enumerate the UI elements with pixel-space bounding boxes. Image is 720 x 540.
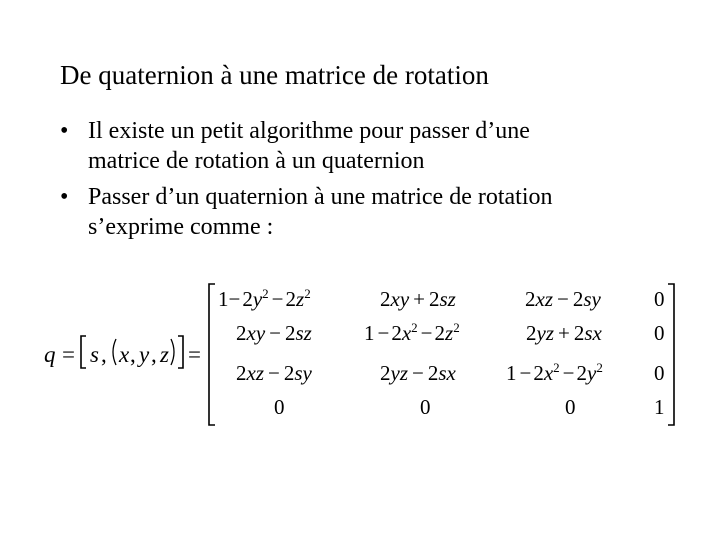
matrix-cell-r2c2: $1 -2x^2 -2z^2$	[364, 320, 460, 345]
equals-sign: =	[188, 342, 201, 367]
left-square-bracket	[81, 336, 86, 368]
bullet-text-line: s’exprime comme :	[88, 214, 274, 240]
matrix-cell-r2c3: 2yz + 2sx	[526, 321, 602, 345]
matrix-cell-r3c1: 2xz − 2sy	[236, 361, 312, 385]
matrix-cell-r1c1: $1-2y^2 -2z^2$	[218, 286, 311, 311]
bullet-text-line: Il existe un petit algorithme pour passer d’une	[88, 118, 530, 144]
bullet-marker: •	[60, 118, 69, 144]
matrix-cell-r1c2: 2xy + 2sz	[380, 287, 456, 311]
comma: ,	[130, 342, 136, 367]
scalar-part: s	[90, 342, 99, 367]
vector-x: x	[119, 342, 130, 367]
equals-sign: =	[62, 342, 75, 367]
matrix-cell-r2c4: 0	[654, 321, 665, 345]
vector-y: y	[139, 342, 150, 367]
bullet-text-line: matrice de rotation à un quaternion	[88, 148, 425, 174]
quaternion-lhs	[44, 336, 201, 368]
matrix-right-bracket	[668, 284, 674, 425]
matrix-cell-r4c3: 0	[565, 395, 576, 419]
matrix-cell-r4c1: 0	[274, 395, 285, 419]
comma: ,	[101, 342, 107, 367]
quaternion-symbol: q	[44, 342, 56, 367]
matrix-entries	[218, 286, 665, 419]
matrix-cell-r4c4: 1	[654, 395, 665, 419]
slide-title: De quaternion à une matrice de rotation	[60, 60, 489, 90]
vector-z: z	[160, 342, 169, 367]
matrix-cell-r1c3: 2xz − 2sy	[525, 287, 601, 311]
matrix-cell-r3c3: $1 -2x^2 -2y^2$	[506, 360, 603, 385]
matrix-cell-r4c2: 0	[420, 395, 431, 419]
bullet-marker: •	[60, 184, 69, 210]
bullet-text-line: Passer d’un quaternion à une matrice de rotation	[88, 184, 553, 210]
left-parenthesis	[113, 339, 116, 365]
matrix-left-bracket	[209, 284, 215, 425]
matrix-cell-r3c2: 2yz − 2sx	[380, 361, 456, 385]
matrix-cell-r3c4: 0	[654, 361, 665, 385]
matrix-cell-r2c1: 2xy − 2sz	[236, 321, 312, 345]
right-square-bracket	[178, 336, 183, 368]
matrix-cell-r1c4: 0	[654, 287, 665, 311]
right-parenthesis	[171, 339, 174, 365]
comma: ,	[151, 342, 157, 367]
